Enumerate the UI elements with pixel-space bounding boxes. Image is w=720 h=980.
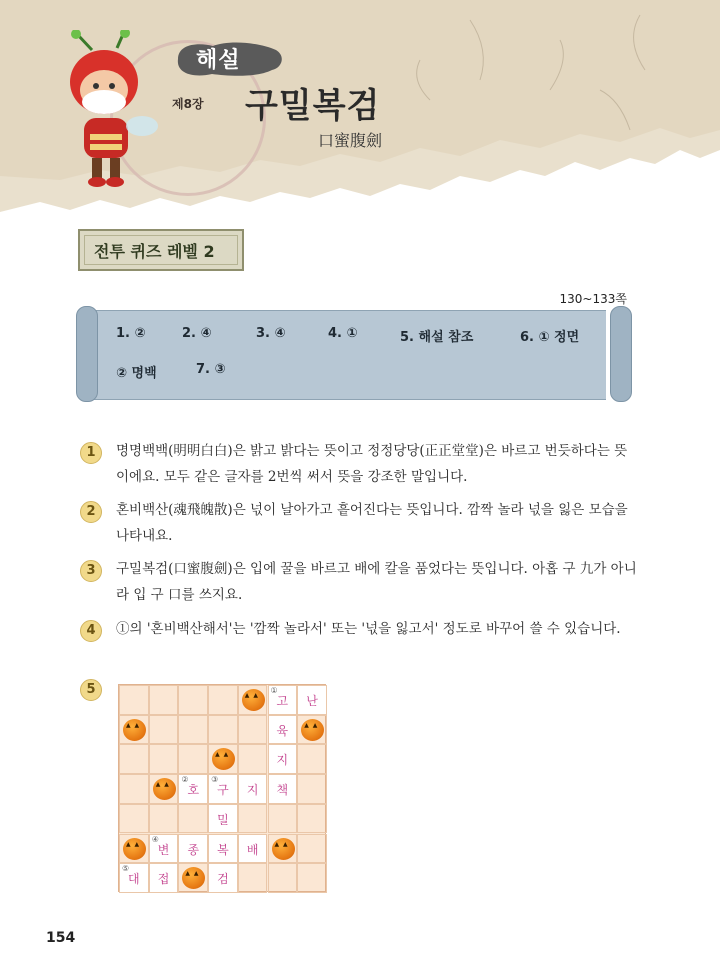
explanation-text-2: 혼비백산(魂飛魄散)은 넋이 날아가고 흩어진다는 뜻입니다. 깜짝 놀라 넋을 잃은 모습을 나타내요. [116, 502, 628, 544]
answer-6: 6. ① 정면 [520, 330, 580, 345]
crossword-pumpkin [268, 834, 298, 864]
crossword-cell: 육 [268, 715, 298, 745]
pumpkin-icon [123, 719, 146, 741]
answer-7: 7. ③ [196, 362, 226, 377]
crossword-pumpkin [119, 834, 149, 864]
crossword-grid [118, 684, 326, 892]
crossword-cell: ③ 구 [208, 774, 238, 804]
crossword-pumpkin [119, 715, 149, 745]
pumpkin-icon [153, 778, 176, 800]
answer-1: 1. ② [116, 326, 146, 341]
crossword-cell: 검 [208, 863, 238, 893]
answer-5: 5. 해설 참조 [400, 330, 474, 345]
page-subtitle-hanja: 口蜜腹劍 [318, 131, 383, 150]
scroll-left-roll [76, 306, 98, 402]
crossword-cell: ⑤ 대 [119, 863, 149, 893]
crossword-cell: 밀 [208, 804, 238, 834]
pumpkin-icon [212, 748, 235, 770]
chapter-label: 제8장 [172, 97, 204, 111]
crossword-cell: 복 [208, 834, 238, 864]
crossword-cell: ① 고 [268, 685, 298, 715]
crossword-pumpkin [208, 744, 238, 774]
answer-3: 3. ④ [256, 326, 286, 341]
page-title: 구밀복검 [245, 86, 381, 126]
answer-6-part2: ② 명백 [116, 366, 157, 381]
bee-mascot-illustration [62, 30, 172, 190]
pumpkin-icon [242, 689, 265, 711]
crossword-cell: 지 [238, 774, 268, 804]
crossword-cell: 책 [268, 774, 298, 804]
crossword-cell: ② 호 [178, 774, 208, 804]
crossword-pumpkin [238, 685, 268, 715]
crossword-cell: 지 [268, 744, 298, 774]
pumpkin-icon [123, 838, 146, 860]
page-range: 130~133쪽 [559, 292, 627, 306]
quiz-level-label: 전투 퀴즈 레벨 2 [94, 242, 215, 261]
crossword-pumpkin [178, 863, 208, 893]
crossword-pumpkin [297, 715, 327, 745]
crossword-cell: 종 [178, 834, 208, 864]
scroll-right-roll [610, 306, 632, 402]
crossword-pumpkin [149, 774, 179, 804]
crossword-cell: 난 [297, 685, 327, 715]
pumpkin-icon [182, 867, 205, 889]
explanation-number-5: 5 [80, 679, 102, 701]
explanation-text-1: 명명백백(明明白白)은 밝고 밝다는 뜻이고 정정당당(正正堂堂)은 바르고 번듯하다는 뜻이에요. 모두 같은 글자를 2번씩 써서 뜻을 강조한 말입니다. [116, 443, 628, 485]
explanation-text-3: 구밀복검(口蜜腹劍)은 입에 꿀을 바르고 배에 칼을 품었다는 뜻입니다. 아홉 구 九가 아니라 입 구 口를 쓰지요. [116, 561, 637, 603]
page-number: 154 [46, 930, 76, 946]
explanation-text-4: ①의 '혼비백산해서'는 '깜짝 놀라서' 또는 '넋을 잃고서' 정도로 바꾸어 쓸 수 있습니다. [116, 621, 621, 637]
commentary-badge: 해설 [196, 48, 241, 73]
quiz-level-box [78, 229, 244, 271]
answer-4: 4. ① [328, 326, 358, 341]
explanation-number-3: 3 [80, 560, 102, 582]
crossword-cell: ④ 변 [149, 834, 179, 864]
crossword-cell: 배 [238, 834, 268, 864]
pumpkin-icon [272, 838, 295, 860]
crossword-cell: 접 [149, 863, 179, 893]
pumpkin-icon [301, 719, 324, 741]
explanation-number-4: 4 [80, 620, 102, 642]
explanation-number-2: 2 [80, 501, 102, 523]
answer-scroll-body [90, 310, 606, 400]
answer-scroll [72, 306, 632, 402]
explanation-number-1: 1 [80, 442, 102, 464]
answer-2: 2. ④ [182, 326, 212, 341]
